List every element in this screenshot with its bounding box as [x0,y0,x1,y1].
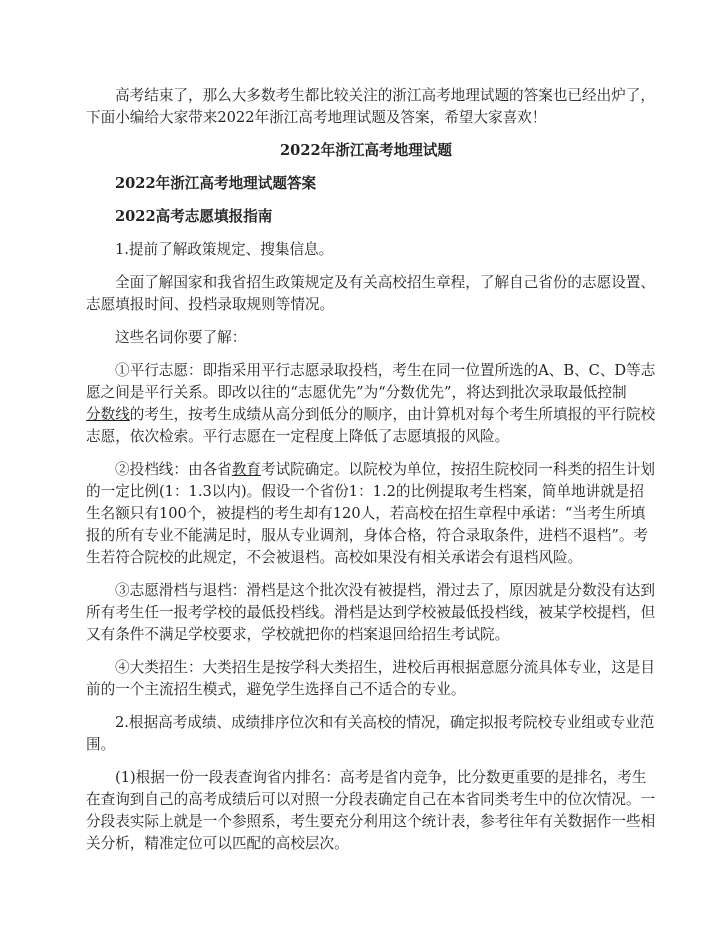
text-segment: 高考结束了，那么大多数考生都比较关注的浙江高考地理试题的答案也已经出炉了， [115,87,655,104]
text-line [86,426,646,448]
text-line [86,404,656,426]
text-segment: ②投档线：由各省 [115,461,232,478]
text-line [86,712,655,734]
text-segment: 2022年浙江高考地理试题答案 [115,175,317,192]
text-segment: 生名额只有100个，被提档的考生却有120人，若高校在招生章程中承诺：“当考生所填 [86,505,646,522]
text-segment: 报的所有专业不能满足时，服从专业调剂，身体合格，符合录取条件，进档不退档”。考 [86,527,649,544]
text-line [86,580,655,602]
text-line [86,206,646,228]
text-segment: 愿之间是平行关系。即改以往的“志愿优先”为“分数优先”，将达到批次录取最低控制 [86,384,627,401]
text-segment: 2.根据高考成绩、成绩排序位次和有关高校的情况，确定拟报考院校专业组或专业范 [115,714,655,731]
text-line [86,481,646,503]
text-line [86,602,656,624]
text-line [86,833,646,855]
text-segment: 全面了解国家和我省招生政策规定及有关高校招生章程，了解自己省份的志愿设置、 [115,274,655,291]
paragraph [86,657,655,701]
paragraph [86,712,655,756]
text-line [86,239,646,261]
text-segment: 1.提前了解政策规定、搜集信息。 [115,241,334,258]
text-line [86,360,656,382]
text-segment: (1)根据一份一段表查询省内排名：高考是省内竞争，比分数更重要的是排名，考生 [115,769,647,786]
text-segment: 围。 [86,736,116,753]
text-segment: 分段表实际上就是一个参照系，考生要充分利用这个统计表，参考往年有关数据作一些相 [86,813,656,830]
text-segment: 这些名词你要了解： [115,329,247,346]
inline-link[interactable]: 教育 [231,461,261,478]
text-line [86,624,646,646]
text-segment: 的考生，按考生成绩从高分到低分的顺序，由计算机对每个考生所填报的平行院校 [129,406,656,423]
document-body [86,85,656,866]
text-segment: 考试院确定。以院校为单位，按招生院校同一科类的招生计划 [260,461,656,478]
text-segment: 下面小编给大家带来2022年浙江高考地理试题及答案，希望大家喜欢！ [86,109,547,126]
paragraph [86,459,656,569]
text-segment: 关分析，精准定位可以匹配的高校层次。 [86,835,349,852]
text-line [86,811,656,833]
text-segment: 志愿，依次检索。平行志愿在一定程度上降低了志愿填报的风险。 [86,428,510,445]
text-segment: 前的一个主流招生模式，避免学生选择自己不适合的专业。 [86,681,466,698]
paragraph [86,767,656,855]
text-line [86,140,646,162]
section-heading [86,173,646,195]
text-segment: ①平行志愿：即指采用平行志愿录取投档，考生在同一位置所选的A、B、C、D等志 [115,362,656,379]
text-line [86,679,646,701]
text-line [86,547,646,569]
text-line [86,327,646,349]
text-line [86,789,656,811]
text-segment: 的一定比例(1：1.3以内)。假设一个省份1：1.2的比例提取考生档案，简单地讲就是招 [86,483,644,500]
paragraph [86,239,646,261]
paragraph [86,327,646,349]
paragraph [86,85,655,129]
inline-link[interactable]: 分数线 [86,406,130,423]
text-segment: 又有条件不满足学校要求，学校就把你的档案退回给招生考试院。 [86,626,510,643]
paragraph [86,360,656,448]
section-heading [86,140,646,162]
text-line [86,382,646,404]
text-line [86,85,655,107]
text-line [86,459,656,481]
text-line [86,173,646,195]
paragraph [86,580,656,646]
text-segment: 2022年浙江高考地理试题 [280,142,452,159]
text-line [86,525,649,547]
text-segment: 2022高考志愿填报指南 [115,208,273,225]
text-segment: 生若符合院校的此规定，不会被退档。高校如果没有相关承诺会有退档风险。 [86,549,583,566]
paragraph [86,272,655,316]
text-segment: ③志愿滑档与退档：滑档是这个批次没有被提档，滑过去了，原因就是分数没有达到 [115,582,655,599]
text-line [86,503,646,525]
text-line [86,272,655,294]
text-line [86,734,646,756]
text-line [86,294,646,316]
section-heading [86,206,646,228]
text-line [86,767,646,789]
text-segment: 志愿填报时间、投档录取规则等情况。 [86,296,335,313]
text-segment: ④大类招生：大类招生是按学科大类招生，进校后再根据意愿分流具体专业，这是目 [115,659,655,676]
text-segment: 在查询到自己的高考成绩后可以对照一分段表确定自己在本省同类考生中的位次情况。一 [86,791,656,808]
text-line [86,657,655,679]
text-line [86,107,646,129]
text-segment: 所有考生任一报考学校的最低投档线。滑档是达到学校被最低投档线，被某学校提档，但 [86,604,656,621]
